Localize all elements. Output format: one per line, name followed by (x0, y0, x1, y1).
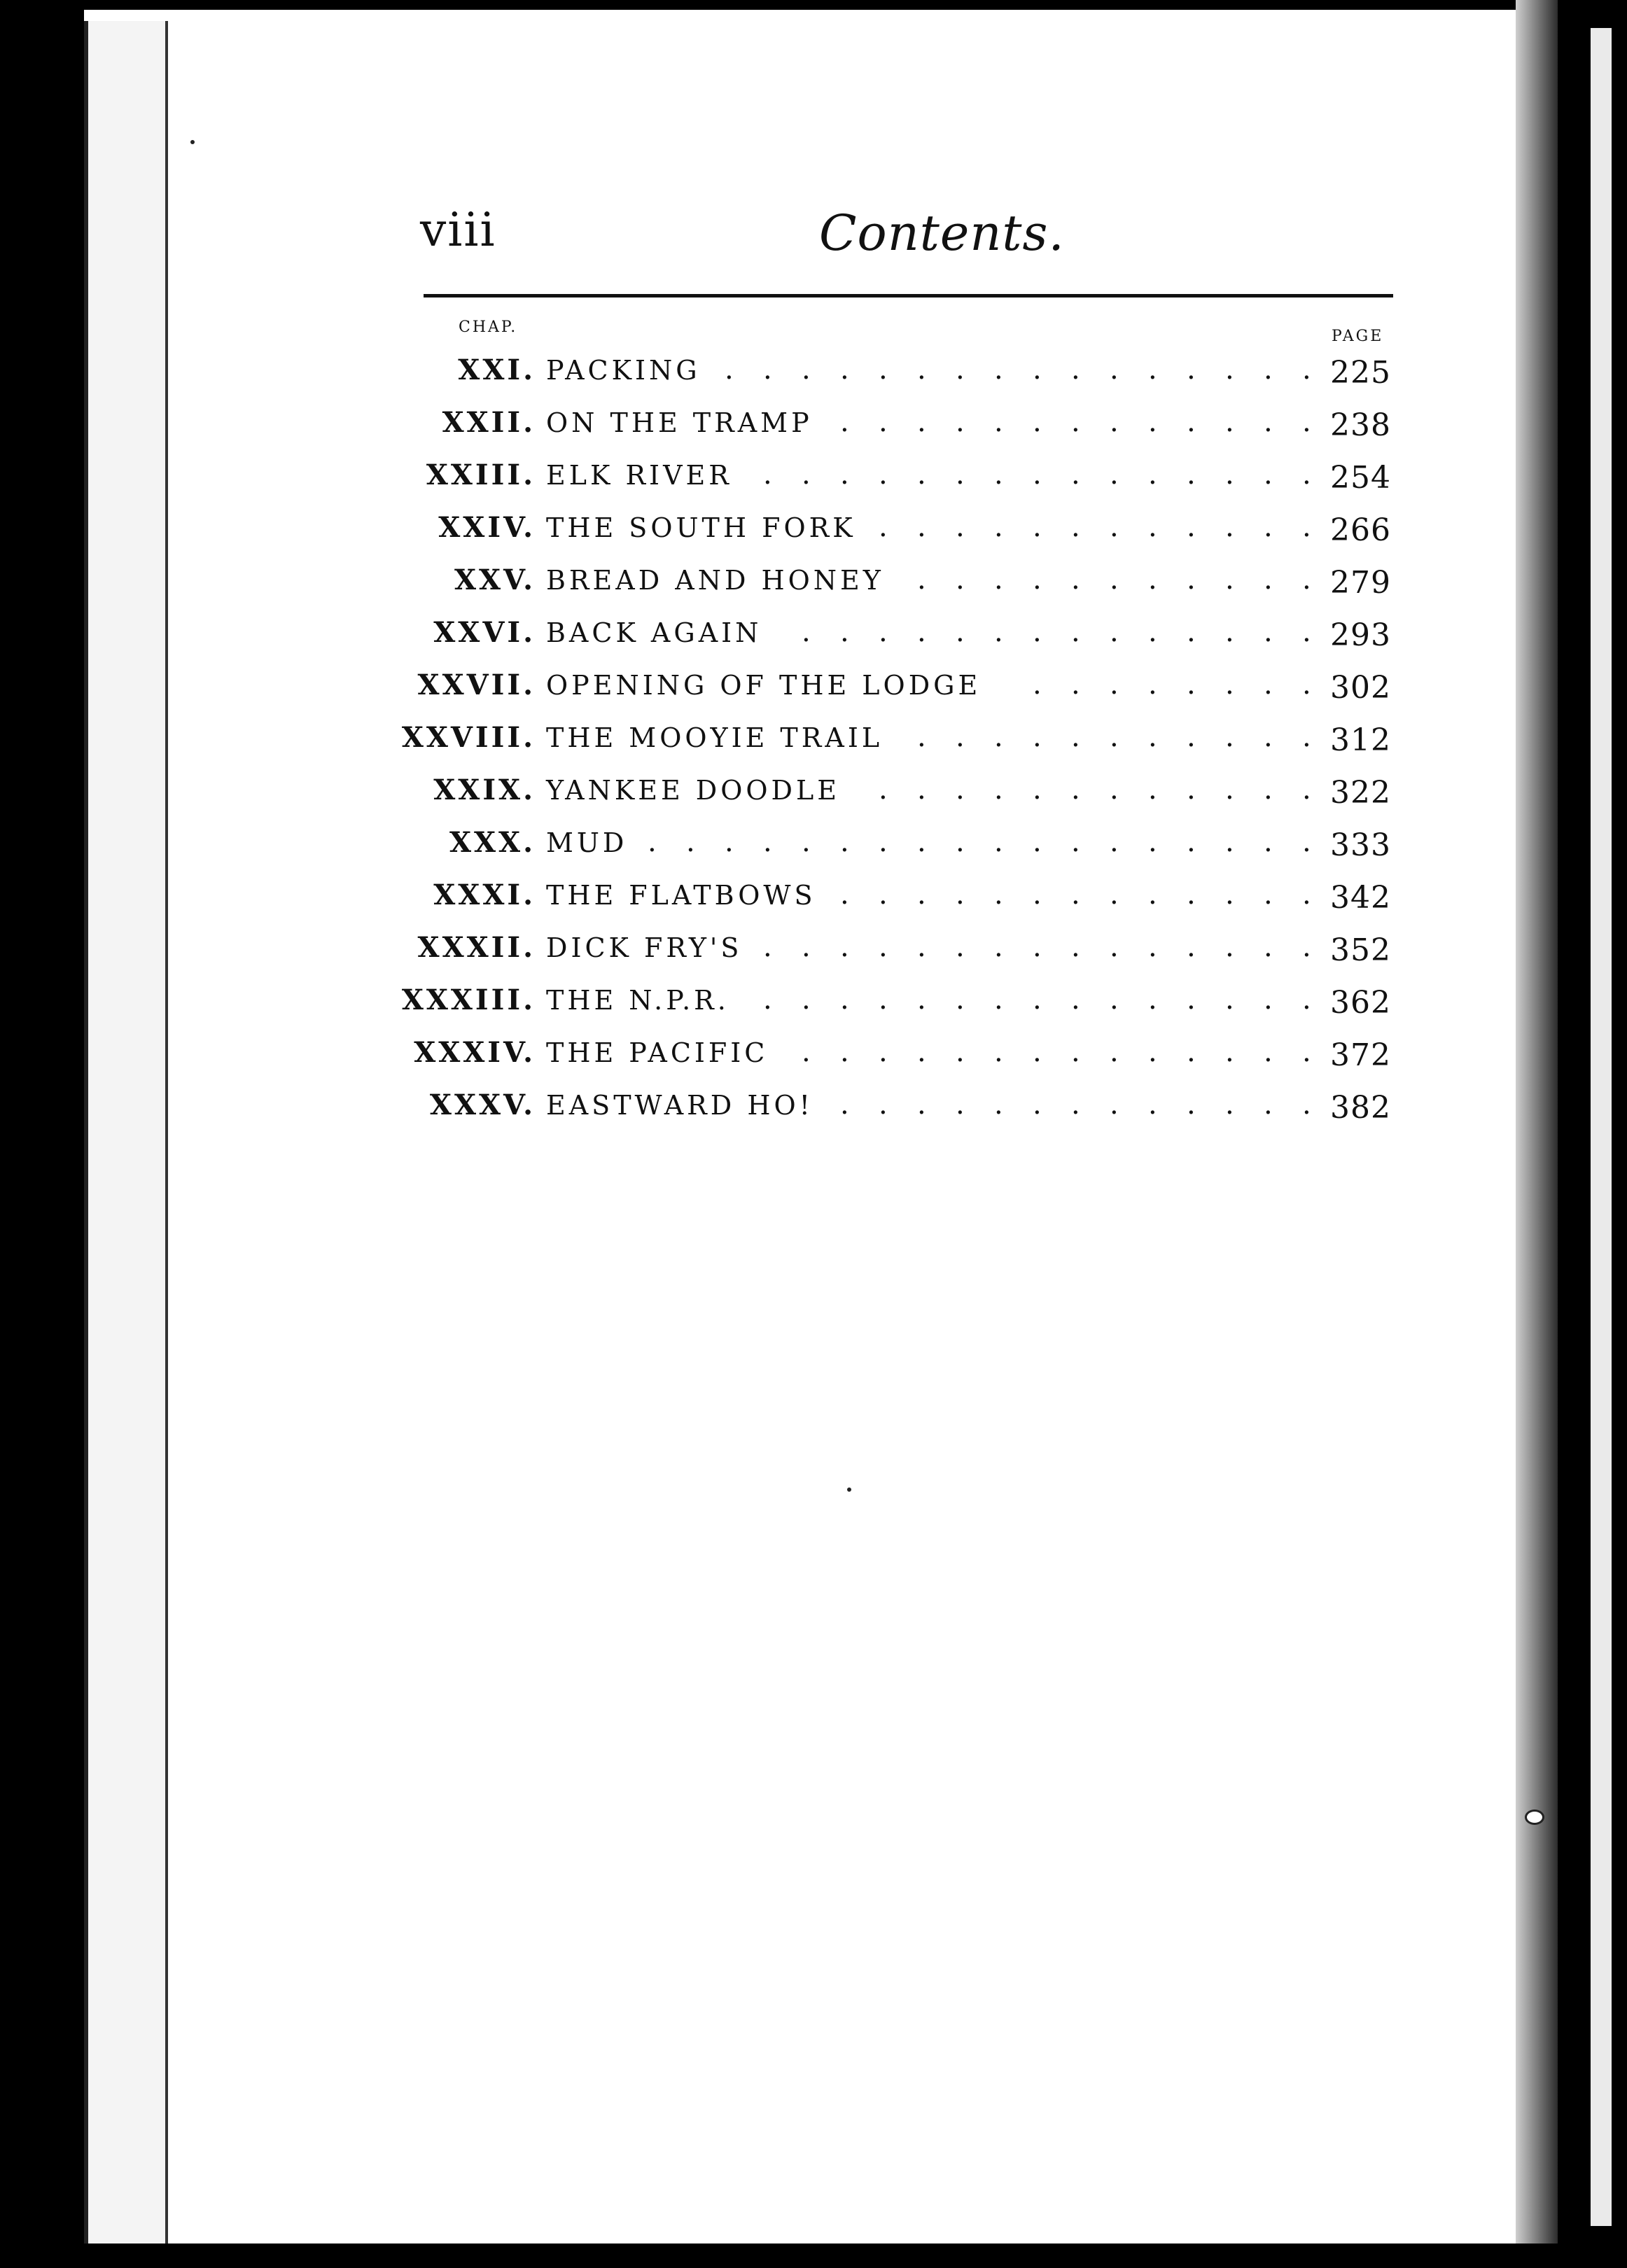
leader-dot: . (763, 354, 772, 386)
chapter-title: THE MOOYIE TRAIL (546, 722, 884, 753)
leader-dot: . (994, 826, 1003, 858)
chapter-page-number: 372 (1330, 1037, 1391, 1073)
leader-dot: . (956, 354, 965, 386)
toc-entry (0, 721, 1400, 763)
leader-dot: . (1033, 406, 1042, 438)
leader-dot: . (994, 878, 1003, 911)
leader-dot: . (1225, 1036, 1234, 1068)
leader-dot: . (840, 878, 849, 911)
leader-dot: . (1264, 1036, 1273, 1068)
leader-dot: . (994, 458, 1003, 491)
leader-dot: . (1148, 668, 1157, 701)
leader-dot: . (1110, 458, 1119, 491)
leader-dot: . (802, 616, 811, 648)
chapter-title: MUD (546, 827, 628, 858)
leader-dot: . (1264, 564, 1273, 596)
leader-dot: . (917, 458, 926, 491)
toc-entry (0, 406, 1400, 448)
leader-dot: . (1110, 511, 1119, 543)
leader-dot: . (1071, 458, 1080, 491)
chapter-page-number: 302 (1330, 670, 1391, 706)
chapter-title: EASTWARD HO! (546, 1090, 814, 1121)
leader-dot: . (1264, 826, 1273, 858)
scan-speck (190, 140, 195, 144)
leader-dot: . (1033, 1036, 1042, 1068)
leader-dot: . (1110, 826, 1119, 858)
leader-dot: . (1033, 826, 1042, 858)
chapter-page-number: 352 (1330, 932, 1391, 968)
leader-dot: . (917, 354, 926, 386)
leader-dot: . (802, 983, 811, 1016)
leader-dot: . (1187, 354, 1196, 386)
leader-dot: . (1033, 458, 1042, 491)
leader-dot: . (956, 511, 965, 543)
leader-dot: . (1302, 774, 1311, 806)
leader-dot: . (840, 354, 849, 386)
leader-dot: . (802, 458, 811, 491)
leader-dot: . (994, 1036, 1003, 1068)
leader-dot: . (1148, 878, 1157, 911)
leader-dot: . (1148, 826, 1157, 858)
header-rule (424, 294, 1393, 298)
leader-dot: . (1187, 511, 1196, 543)
leader-dot: . (917, 616, 926, 648)
leader-dot: . (1033, 983, 1042, 1016)
leader-dot: . (879, 931, 888, 963)
toc-entry (0, 774, 1400, 816)
leader-dot: . (1264, 1088, 1273, 1121)
leader-dot: . (1264, 406, 1273, 438)
leader-dot: . (1033, 354, 1042, 386)
leader-dot: . (1302, 511, 1311, 543)
chapter-page-number: 225 (1330, 355, 1391, 391)
leader-dot: . (1148, 616, 1157, 648)
chapter-page-number: 362 (1330, 985, 1391, 1021)
leader-dot: . (956, 616, 965, 648)
chapter-numeral: XXIX. (433, 774, 536, 806)
leader-dot: . (994, 406, 1003, 438)
leader-dot: . (1187, 721, 1196, 753)
chapter-numeral: XXV. (454, 564, 536, 596)
chapter-page-number: 293 (1330, 617, 1391, 653)
leader-dot: . (1033, 564, 1042, 596)
leader-dot: . (917, 878, 926, 911)
leader-dot: . (1071, 616, 1080, 648)
toc-entry (0, 826, 1400, 868)
leader-dot: . (879, 983, 888, 1016)
leader-dot: . (840, 406, 849, 438)
chapter-page-number: 312 (1330, 722, 1391, 758)
leader-dot: . (1071, 878, 1080, 911)
leader-dot: . (1033, 616, 1042, 648)
leader-dot: . (879, 826, 888, 858)
leader-dot: . (1187, 1088, 1196, 1121)
leader-dot: . (802, 354, 811, 386)
facing-page-strip (1591, 28, 1612, 2226)
leader-dot: . (956, 931, 965, 963)
scan-edge-left (0, 0, 84, 2268)
leader-dot: . (725, 826, 734, 858)
leader-dot: . (1148, 511, 1157, 543)
leader-dot: . (1264, 878, 1273, 911)
leader-dot: . (840, 458, 849, 491)
leader-dot: . (1148, 564, 1157, 596)
leader-dot: . (1187, 774, 1196, 806)
leader-dot: . (956, 1088, 965, 1121)
leader-dot: . (686, 826, 695, 858)
leader-dot: . (1110, 931, 1119, 963)
page-number: viii (420, 203, 496, 257)
leader-dot: . (802, 826, 811, 858)
leader-dot: . (1071, 983, 1080, 1016)
leader-dot: . (1110, 406, 1119, 438)
leader-dot: . (1110, 564, 1119, 596)
leader-dot: . (1187, 826, 1196, 858)
leader-dot: . (1071, 1088, 1080, 1121)
leader-dot: . (1110, 878, 1119, 911)
leader-dot: . (1187, 983, 1196, 1016)
toc-entry (0, 354, 1400, 396)
leader-dot: . (1302, 983, 1311, 1016)
leader-dot: . (1187, 931, 1196, 963)
leader-dot: . (1264, 354, 1273, 386)
toc-entry (0, 511, 1400, 553)
leader-dot: . (725, 354, 734, 386)
leader-dot: . (917, 983, 926, 1016)
scan-edge-bottom (0, 2244, 1627, 2268)
leader-dot: . (802, 1036, 811, 1068)
leader-dot: . (1071, 774, 1080, 806)
toc-entry (0, 931, 1400, 973)
leader-dot: . (917, 931, 926, 963)
chapter-title: BACK AGAIN (546, 617, 762, 648)
leader-dot: . (1148, 721, 1157, 753)
chapter-numeral: XXXII. (417, 931, 536, 964)
leader-dot: . (1225, 616, 1234, 648)
leader-dot: . (1071, 721, 1080, 753)
leader-dot: . (840, 1088, 849, 1121)
leader-dot: . (1264, 616, 1273, 648)
leader-dot: . (956, 721, 965, 753)
leader-dot: . (1110, 1036, 1119, 1068)
leader-dot: . (879, 458, 888, 491)
leader-dot: . (1071, 511, 1080, 543)
leader-dot: . (956, 1036, 965, 1068)
leader-dot: . (917, 564, 926, 596)
leader-dot: . (1071, 1036, 1080, 1068)
chapter-numeral: XXIII. (426, 458, 536, 491)
chapter-numeral: XXII. (442, 406, 536, 439)
scan-speck (847, 1488, 851, 1492)
chapter-title: THE SOUTH FORK (546, 512, 856, 543)
chapter-page-number: 342 (1330, 880, 1391, 916)
leader-dot: . (1225, 774, 1234, 806)
leader-dot: . (994, 354, 1003, 386)
leader-dot: . (1225, 878, 1234, 911)
leader-dot: . (1148, 983, 1157, 1016)
leader-dot: . (1264, 931, 1273, 963)
leader-dot: . (994, 616, 1003, 648)
leader-dot: . (1302, 564, 1311, 596)
leader-dot: . (917, 774, 926, 806)
leader-dot: . (1264, 774, 1273, 806)
toc-entry (0, 616, 1400, 658)
leader-dot: . (917, 406, 926, 438)
leader-dot: . (1071, 668, 1080, 701)
leader-dot: . (1225, 354, 1234, 386)
leader-dot: . (840, 931, 849, 963)
leader-dot: . (1264, 668, 1273, 701)
leader-dot: . (956, 564, 965, 596)
leader-dot: . (1148, 354, 1157, 386)
leader-dot: . (917, 1036, 926, 1068)
chapter-title: DICK FRY'S (546, 932, 743, 963)
leader-dot: . (1110, 983, 1119, 1016)
chapter-title: THE PACIFIC (546, 1037, 769, 1068)
leader-dot: . (1033, 668, 1042, 701)
leader-dot: . (1033, 1088, 1042, 1121)
leader-dot: . (1071, 564, 1080, 596)
toc-entry (0, 1036, 1400, 1078)
leader-dot: . (994, 983, 1003, 1016)
leader-dot: . (648, 826, 657, 858)
leader-dot: . (1302, 931, 1311, 963)
chapter-title: BREAD AND HONEY (546, 565, 884, 596)
chapter-numeral: XXXIII. (401, 983, 536, 1016)
leader-dot: . (840, 1036, 849, 1068)
leader-dot: . (917, 826, 926, 858)
leader-dot: . (1148, 931, 1157, 963)
leader-dot: . (994, 1088, 1003, 1121)
leader-dot: . (994, 564, 1003, 596)
toc-entry (0, 564, 1400, 606)
leader-dot: . (1033, 774, 1042, 806)
leader-dot: . (1225, 458, 1234, 491)
leader-dot: . (1302, 616, 1311, 648)
leader-dot: . (1225, 983, 1234, 1016)
leader-dot: . (917, 721, 926, 753)
leader-dot: . (1225, 511, 1234, 543)
page-title: Contents. (819, 204, 1065, 262)
chapter-title: ON THE TRAMP (546, 407, 813, 438)
chapter-title: OPENING OF THE LODGE (546, 670, 982, 701)
leader-dot: . (1110, 774, 1119, 806)
chapter-page-number: 266 (1330, 512, 1391, 548)
leader-dot: . (879, 406, 888, 438)
chapter-numeral: XXI. (458, 354, 536, 386)
leader-dot: . (1264, 458, 1273, 491)
leader-dot: . (1033, 511, 1042, 543)
leader-dot: . (1302, 354, 1311, 386)
chapter-title: ELK RIVER (546, 460, 732, 491)
leader-dot: . (1033, 878, 1042, 911)
scan-speck (1525, 1809, 1544, 1825)
chapter-numeral: XXVII. (417, 668, 536, 701)
leader-dot: . (879, 511, 888, 543)
leader-dot: . (1148, 458, 1157, 491)
leader-dot: . (956, 458, 965, 491)
leader-dot: . (1302, 1088, 1311, 1121)
chapter-page-number: 254 (1330, 460, 1391, 496)
leader-dot: . (1225, 668, 1234, 701)
leader-dot: . (1071, 826, 1080, 858)
leader-dot: . (1187, 458, 1196, 491)
leader-dot: . (1264, 721, 1273, 753)
chapter-title: THE FLATBOWS (546, 880, 816, 911)
chapter-title: PACKING (546, 355, 701, 386)
leader-dot: . (879, 1088, 888, 1121)
toc-entry (0, 1088, 1400, 1130)
leader-dot: . (840, 983, 849, 1016)
leader-dot: . (1225, 826, 1234, 858)
chapter-numeral: XXVI. (433, 616, 536, 649)
toc-entry (0, 983, 1400, 1026)
chapter-numeral: XXIV. (438, 511, 536, 544)
leader-dot: . (1187, 878, 1196, 911)
leader-dot: . (1148, 774, 1157, 806)
chapter-page-number: 333 (1330, 827, 1391, 863)
leader-dot: . (763, 458, 772, 491)
leader-dot: . (956, 983, 965, 1016)
leader-dot: . (1225, 406, 1234, 438)
leader-dot: . (1071, 354, 1080, 386)
leader-dot: . (1110, 1088, 1119, 1121)
chapter-numeral: XXVIII. (401, 721, 536, 754)
leader-dot: . (994, 931, 1003, 963)
leader-dot: . (1225, 1088, 1234, 1121)
toc-entry (0, 458, 1400, 500)
leader-dot: . (840, 826, 849, 858)
chapter-numeral: XXXI. (433, 878, 536, 911)
leader-dot: . (802, 931, 811, 963)
leader-dot: . (1302, 878, 1311, 911)
leader-dot: . (1033, 721, 1042, 753)
leader-dot: . (1302, 406, 1311, 438)
page-column-label: PAGE (1332, 328, 1384, 345)
leader-dot: . (1187, 406, 1196, 438)
leader-dot: . (1264, 511, 1273, 543)
leader-dot: . (994, 511, 1003, 543)
leader-dot: . (879, 616, 888, 648)
chapter-title: YANKEE DOODLE (546, 775, 840, 806)
leader-dot: . (956, 406, 965, 438)
leader-dot: . (1302, 826, 1311, 858)
chapter-title: THE N.P.R. (546, 985, 729, 1016)
gutter-shadow (1516, 0, 1558, 2268)
chapter-numeral: XXXIV. (414, 1036, 536, 1069)
leader-dot: . (917, 1088, 926, 1121)
leader-dot: . (956, 878, 965, 911)
leader-dot: . (1148, 1036, 1157, 1068)
leader-dot: . (1148, 1088, 1157, 1121)
leader-dot: . (1264, 983, 1273, 1016)
leader-dot: . (1187, 564, 1196, 596)
leader-dot: . (1148, 406, 1157, 438)
leader-dot: . (1110, 354, 1119, 386)
leader-dot: . (1110, 616, 1119, 648)
chapter-page-number: 382 (1330, 1090, 1391, 1126)
leader-dot: . (1225, 931, 1234, 963)
leader-dot: . (1071, 931, 1080, 963)
toc-entry (0, 878, 1400, 920)
leader-dot: . (956, 774, 965, 806)
leader-dot: . (879, 354, 888, 386)
leader-dot: . (879, 1036, 888, 1068)
leader-dot: . (1033, 931, 1042, 963)
scan-edge-top (0, 0, 1627, 10)
leader-dot: . (763, 931, 772, 963)
leader-dot: . (1225, 721, 1234, 753)
leader-dot: . (1071, 406, 1080, 438)
leader-dot: . (1302, 668, 1311, 701)
leader-dot: . (879, 774, 888, 806)
leader-dot: . (1187, 616, 1196, 648)
leader-dot: . (1187, 668, 1196, 701)
chapter-numeral: XXX. (449, 826, 536, 859)
leader-dot: . (1302, 458, 1311, 491)
chapter-page-number: 279 (1330, 565, 1391, 601)
leader-dot: . (1302, 721, 1311, 753)
leader-dot: . (1110, 668, 1119, 701)
leader-dot: . (763, 983, 772, 1016)
leader-dot: . (1110, 721, 1119, 753)
leader-dot: . (879, 878, 888, 911)
leader-dot: . (994, 721, 1003, 753)
leader-dot: . (917, 511, 926, 543)
leader-dot: . (1302, 1036, 1311, 1068)
leader-dot: . (1187, 1036, 1196, 1068)
chapter-numeral: XXXV. (429, 1088, 536, 1121)
leader-dot: . (763, 826, 772, 858)
leader-dot: . (994, 774, 1003, 806)
chapter-page-number: 322 (1330, 775, 1391, 811)
leader-dot: . (956, 826, 965, 858)
toc-entry (0, 668, 1400, 710)
chap-column-label: CHAP. (459, 318, 518, 336)
leader-dot: . (1225, 564, 1234, 596)
leader-dot: . (840, 616, 849, 648)
chapter-page-number: 238 (1330, 407, 1391, 443)
